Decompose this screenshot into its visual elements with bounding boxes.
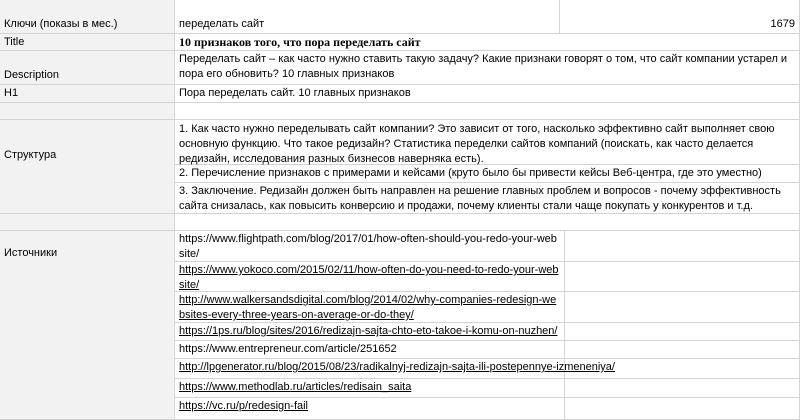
empty-value-cell[interactable] xyxy=(175,103,800,120)
source-link-7-text: https://www.methodlab.ru/articles/redisain_saita xyxy=(179,381,412,393)
h1-label-cell[interactable] xyxy=(0,85,175,103)
description-value-cell[interactable] xyxy=(175,51,800,85)
source-link-6-text: http://lpgenerator.ru/blog/2015/08/23/radikalnyj-redizajn-sajta-ili-postepennye-izmeneniya/ xyxy=(179,361,615,373)
description-label: Description xyxy=(4,69,60,81)
empty-source-side-3[interactable] xyxy=(565,292,800,323)
title-label: Title xyxy=(4,36,25,48)
keys-label-cell[interactable] xyxy=(0,0,175,34)
title-value-cell[interactable] xyxy=(175,34,800,51)
empty-source-side-5[interactable] xyxy=(565,341,800,359)
source-link-1[interactable] xyxy=(175,231,565,262)
structure-item-2: 2. Перечисление признаков с примерами и кейсами (круто было бы привести кейсы Веб-центра, где это уместно) xyxy=(179,167,762,179)
structure-item-1: 1. Как часто нужно переделывать сайт компании? Это зависит от того, насколько эффективно сайт выполняет свою основную функцию. Что такое редизайн? Статистика переделки сайтов компаний (поискать, как часто делается редизайн, исследования разных бизнесов наверняка есть). xyxy=(179,123,775,165)
source-link-8-text: https://vc.ru/p/redesign-fail xyxy=(179,400,309,412)
structure-label-cell[interactable] xyxy=(0,120,175,214)
source-link-1-text: https://www.flightpath.com/blog/2017/01/how-often-should-you-redo-your-website/ xyxy=(179,233,557,260)
source-link-7[interactable] xyxy=(175,379,565,398)
keys-count-cell[interactable] xyxy=(560,0,800,34)
keys-value-cell[interactable] xyxy=(175,0,560,34)
empty-source-side-4[interactable] xyxy=(565,323,800,341)
sources-label: Источники xyxy=(4,247,58,259)
source-link-2-text: https://www.yokoco.com/2015/02/11/how-often-do-you-need-to-redo-your-website/ xyxy=(179,264,559,291)
source-link-2[interactable] xyxy=(175,262,565,292)
source-link-4[interactable] xyxy=(175,323,565,341)
source-link-5-text: https://www.entrepreneur.com/article/251652 xyxy=(179,343,397,355)
empty-source-side-7[interactable] xyxy=(565,379,800,398)
empty-value-cell-2[interactable] xyxy=(175,214,800,231)
title-value: 10 признаков того, что пора переделать сайт xyxy=(179,35,421,49)
empty-source-side-1[interactable] xyxy=(565,231,800,262)
h1-value: Пора переделать сайт. 10 главных признаков xyxy=(179,87,411,99)
empty-source-side-8[interactable] xyxy=(565,398,800,420)
description-value: Переделать сайт – как часто нужно ставить такую задачу? Какие признаки говорят о том, что сайт компании устарел и пора его обновить? 10 главных признаков xyxy=(179,53,788,80)
source-link-4-text: https://1ps.ru/blog/sites/2016/redizajn-sajta-chto-eto-takoe-i-komu-on-nuzhen/ xyxy=(179,325,558,337)
empty-source-side-6[interactable] xyxy=(565,359,800,379)
source-link-3[interactable] xyxy=(175,292,565,323)
structure-item-2-cell[interactable] xyxy=(175,165,800,183)
keys-label: Ключи (показы в мес.) xyxy=(4,18,118,30)
source-link-6[interactable] xyxy=(175,359,615,379)
structure-item-3: 3. Заключение. Редизайн должен быть направлен на решение главных проблем и вопросов - почему эффективность сайта снизалась, как повысить конверсию и продажи, почему клиенты стали чаще покупать у конкурентов и т.д. xyxy=(179,185,781,212)
h1-label: H1 xyxy=(4,87,19,99)
description-label-cell[interactable] xyxy=(0,51,175,85)
title-label-cell[interactable] xyxy=(0,34,175,51)
source-link-5[interactable] xyxy=(175,341,565,359)
structure-label: Структура xyxy=(4,149,57,161)
keys-value: переделать сайт xyxy=(179,18,265,30)
structure-item-1-cell[interactable] xyxy=(175,120,800,165)
empty-label-cell-2[interactable] xyxy=(0,214,175,231)
structure-item-3-cell[interactable] xyxy=(175,183,800,214)
empty-label-cell[interactable] xyxy=(0,103,175,120)
empty-source-side-2[interactable] xyxy=(565,262,800,292)
source-link-3-text: http://www.walkersandsdigital.com/blog/2014/02/why-companies-redesign-websites-every-three-years-on-average-or-do-they/ xyxy=(179,294,557,321)
sources-label-cell[interactable] xyxy=(0,231,175,420)
source-link-8[interactable] xyxy=(175,398,565,420)
keys-count: 1679 xyxy=(770,18,795,30)
h1-value-cell[interactable] xyxy=(175,85,800,103)
